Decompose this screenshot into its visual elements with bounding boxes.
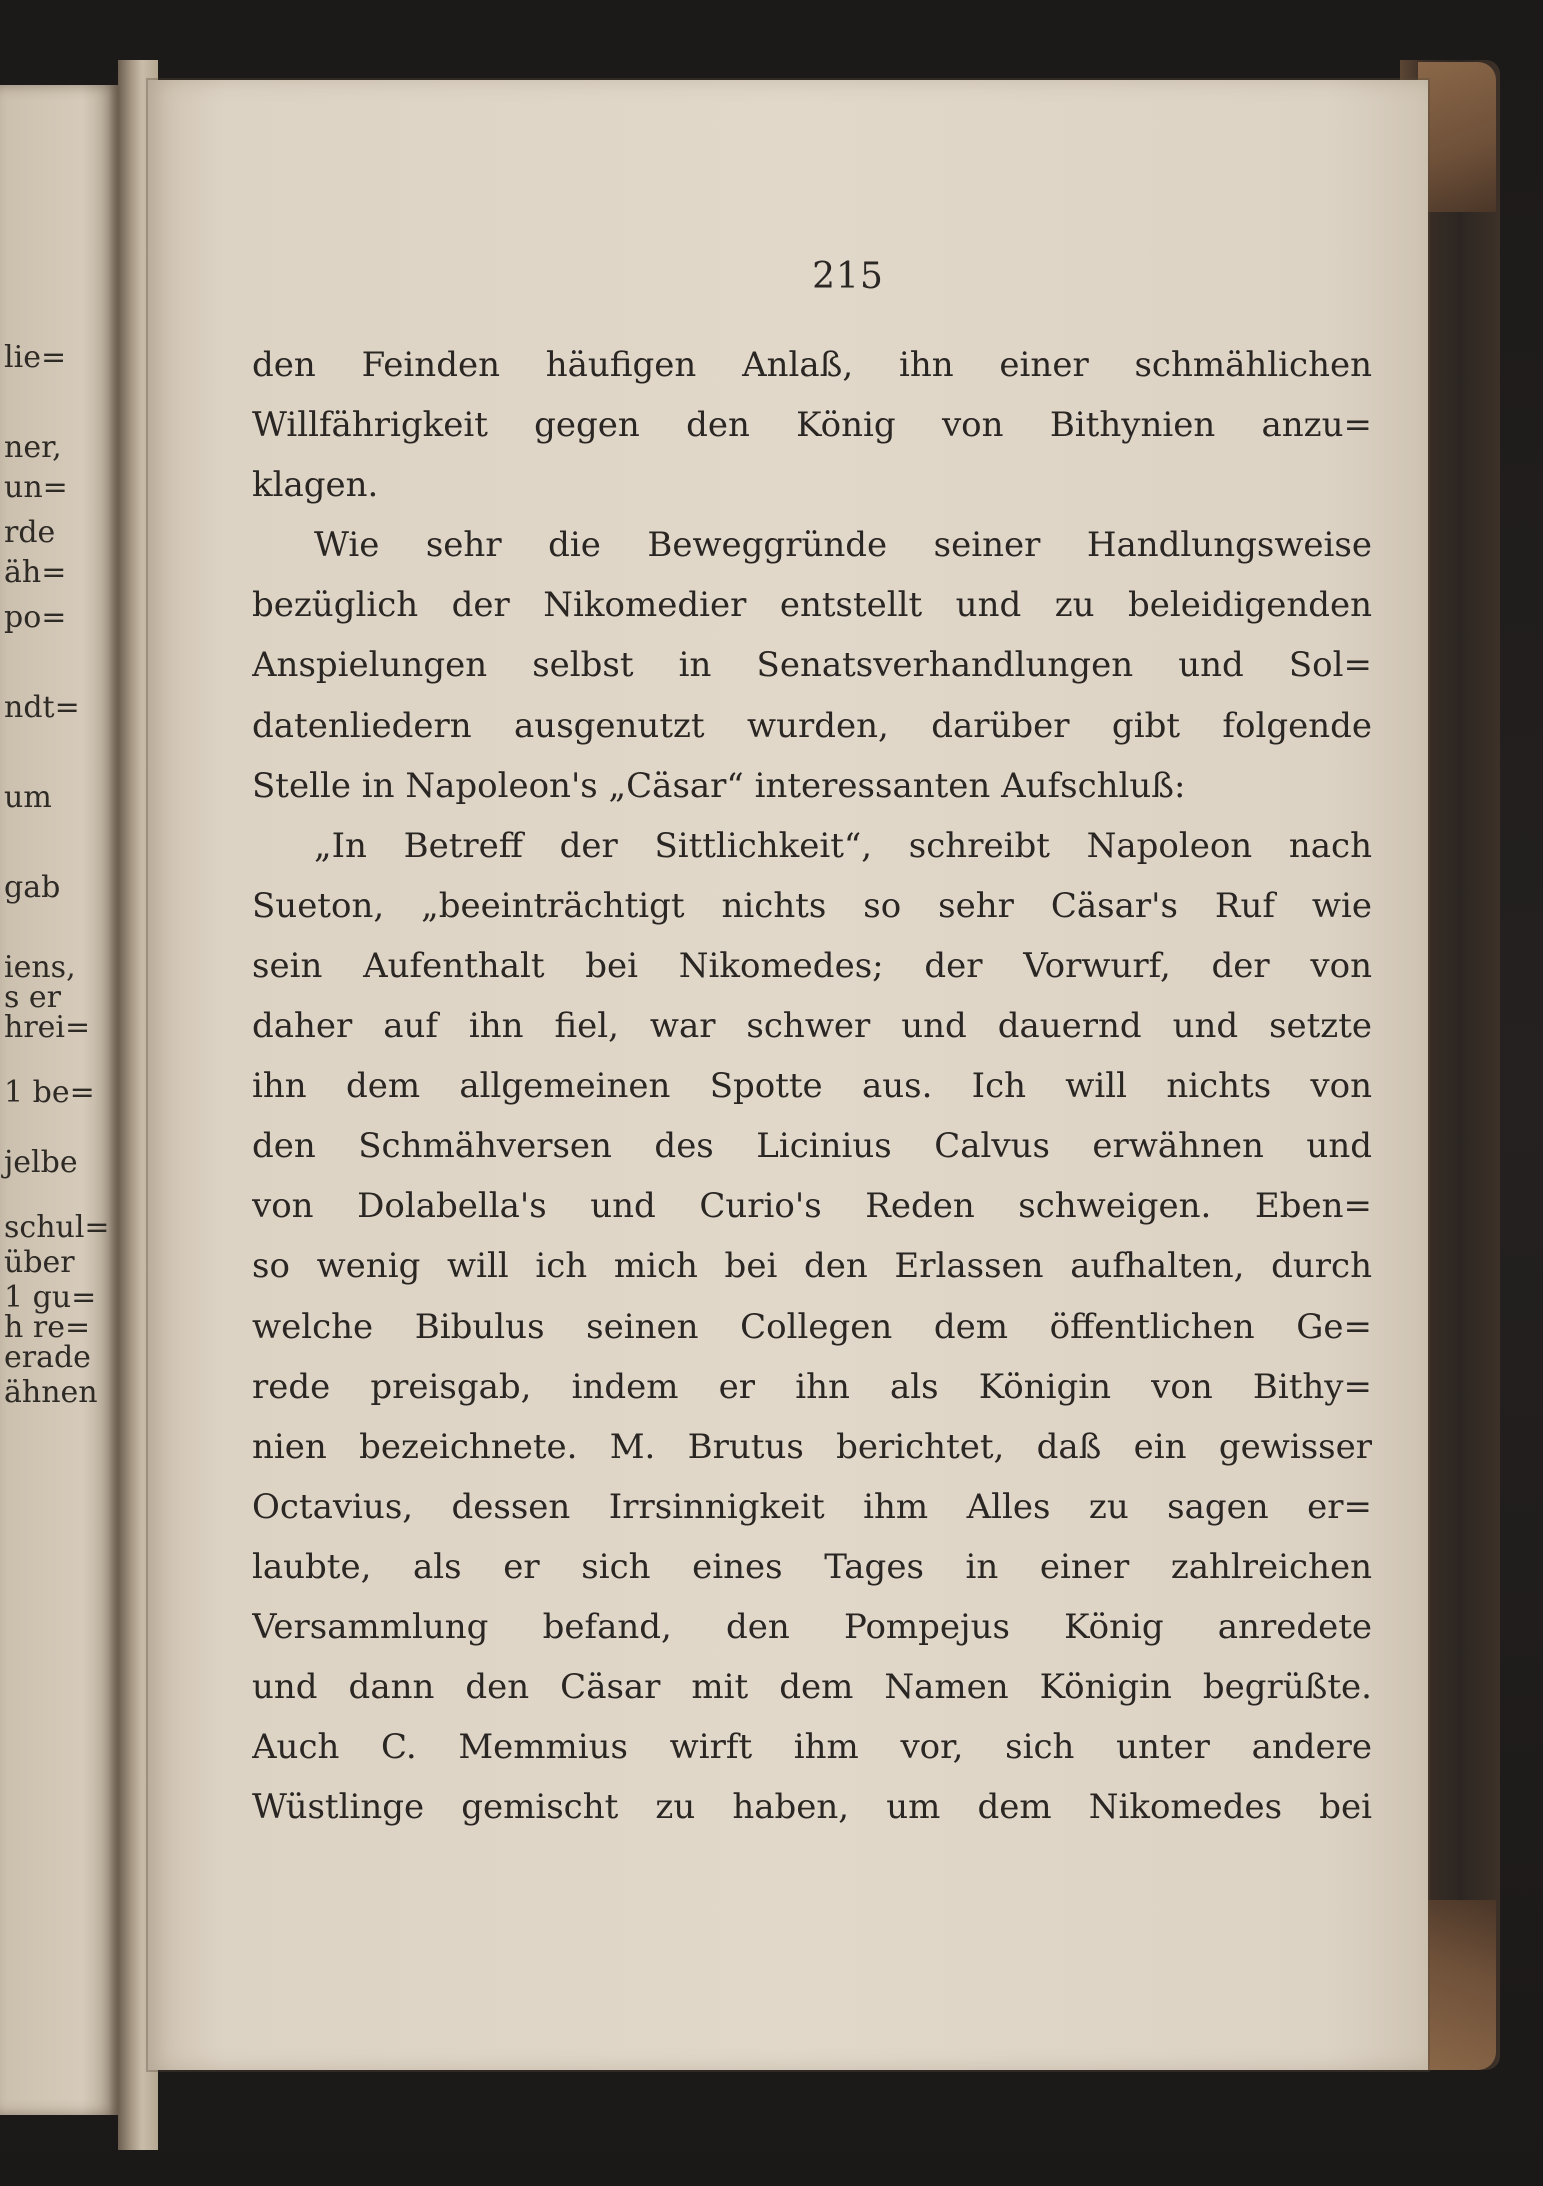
text-line: Sueton, „beeinträchtigt nichts so sehr Cäsar's Ruf wie <box>252 885 1372 926</box>
text-line: Wüstlinge gemischt zu haben, um dem Nikomedes bei <box>252 1787 1372 1828</box>
left-fragment: ähnen <box>4 1375 98 1410</box>
text-line: ihn dem allgemeinen Spotte aus. Ich will nichts von <box>252 1066 1372 1107</box>
body-text <box>252 335 1372 1837</box>
text-line: welche Bibulus seinen Collegen dem öffentlichen Ge= <box>252 1306 1372 1347</box>
text-line: den Schmähversen des Licinius Calvus erwähnen und <box>252 1126 1372 1167</box>
left-fragment: 1 be= <box>4 1075 95 1110</box>
text-line: laubte, als er sich eines Tages in einer zahlreichen <box>252 1546 1372 1587</box>
text-line: datenliedern ausgenutzt wurden, darüber gibt folgende <box>252 705 1372 746</box>
left-fragment: hrei= <box>4 1010 91 1045</box>
text-line: sein Aufenthalt bei Nikomedes; der Vorwurf, der von <box>252 945 1372 986</box>
left-fragment: h re= <box>4 1310 91 1345</box>
left-fragment: erade <box>4 1340 91 1375</box>
left-fragment: iens, <box>4 950 76 985</box>
text-line: den Feinden häufigen Anlaß, ihn einer schmählichen <box>252 345 1372 385</box>
text-line: Willfährigkeit gegen den König von Bithynien anzu= <box>252 405 1372 446</box>
text-line: Auch C. Memmius wirft ihm vor, sich unter andere <box>252 1727 1372 1768</box>
text-line: und dann den Cäsar mit dem Namen Königin begrüßte. <box>252 1667 1372 1708</box>
text-line: Versammlung befand, den Pompejus König anredete <box>252 1606 1372 1647</box>
text-line: so wenig will ich mich bei den Erlassen aufhalten, durch <box>252 1246 1372 1287</box>
text-line: nien bezeichnete. M. Brutus berichtet, daß ein gewisser <box>252 1426 1372 1467</box>
text-line: von Dolabella's und Curio's Reden schweigen. Eben= <box>252 1186 1372 1227</box>
left-fragment: jelbe <box>4 1145 78 1180</box>
left-fragment: schul= <box>4 1210 110 1245</box>
previous-page <box>0 85 118 2115</box>
left-fragment: po= <box>4 600 67 635</box>
text-line: Wie sehr die Beweggründe seiner Handlungsweise <box>314 525 1372 566</box>
left-fragment: rde <box>4 515 56 550</box>
text-line: rede preisgab, indem er ihn als Königin von Bithy= <box>252 1366 1372 1407</box>
text-line: „In Betreff der Sittlichkeit“, schreibt Napoleon nach <box>314 825 1372 866</box>
text-line: Anspielungen selbst in Senatsverhandlungen und Sol= <box>252 645 1372 686</box>
text-line: bezüglich der Nikomedier entstellt und zu beleidigenden <box>252 585 1372 626</box>
left-fragment: um <box>4 780 52 815</box>
left-fragment: äh= <box>4 555 67 590</box>
text-line: Octavius, dessen Irrsinnigkeit ihm Alles zu sagen er= <box>252 1486 1372 1527</box>
left-fragment: lie= <box>4 340 67 375</box>
cover-corner-top <box>1418 62 1496 212</box>
left-fragment: gab <box>4 870 61 905</box>
left-fragment: über <box>4 1245 75 1280</box>
text-line: daher auf ihn fiel, war schwer und dauernd und setzte <box>252 1006 1372 1047</box>
left-fragment: un= <box>4 470 68 505</box>
left-fragment: 1 gu= <box>4 1280 97 1315</box>
text-line: klagen. <box>252 465 379 506</box>
cover-corner-bottom <box>1418 1900 1496 2070</box>
left-fragment: ner, <box>4 430 62 465</box>
book-page <box>148 80 1428 2070</box>
left-fragment: s er <box>4 980 62 1015</box>
left-fragment: ndt= <box>4 690 80 725</box>
page-number: 215 <box>812 256 884 297</box>
text-line: Stelle in Napoleon's „Cäsar“ interessanten Aufschluß: <box>252 765 1186 806</box>
